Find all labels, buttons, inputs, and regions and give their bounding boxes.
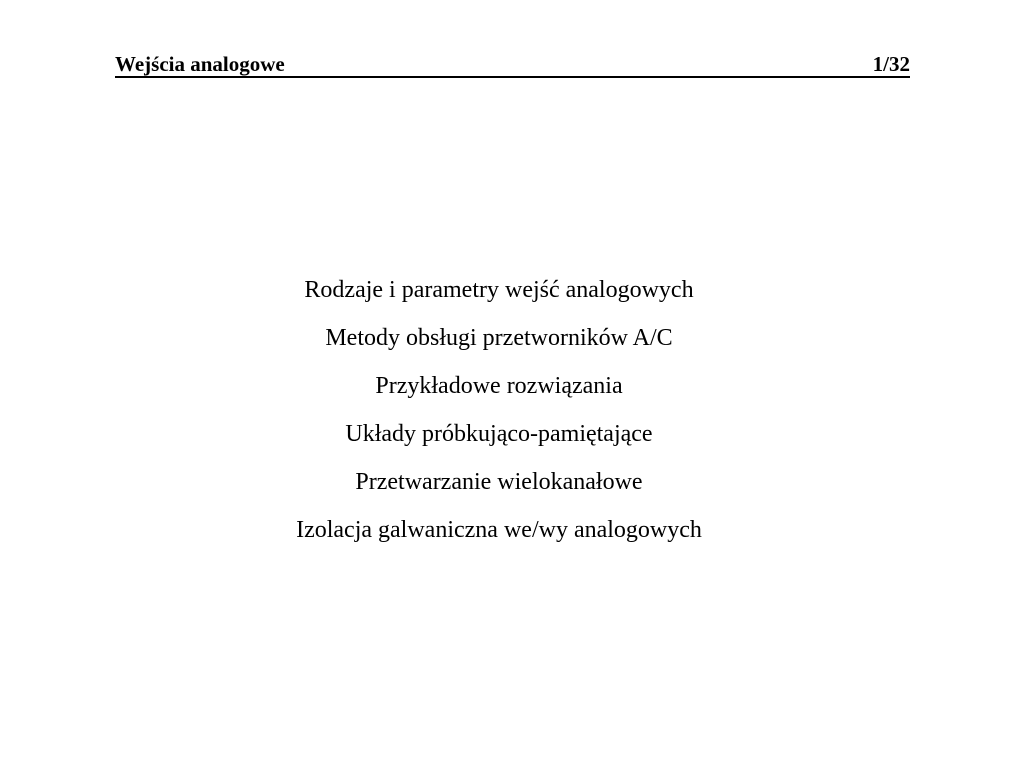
- topic-item: Izolacja galwaniczna we/wy analogowych: [296, 517, 702, 543]
- slide-header: [115, 52, 910, 78]
- page-number: 1/32: [872, 52, 910, 76]
- topic-item: Układy próbkująco-pamiętające: [345, 421, 653, 447]
- topic-item: Przetwarzanie wielokanałowe: [355, 469, 643, 495]
- topic-list: [0, 266, 998, 554]
- topic-item: Metody obsługi przetworników A/C: [325, 325, 673, 351]
- topic-item: Rodzaje i parametry wejść analogowych: [304, 277, 694, 303]
- topic-item: Przykładowe rozwiązania: [375, 373, 623, 399]
- slide-title: Wejścia analogowe: [115, 52, 285, 76]
